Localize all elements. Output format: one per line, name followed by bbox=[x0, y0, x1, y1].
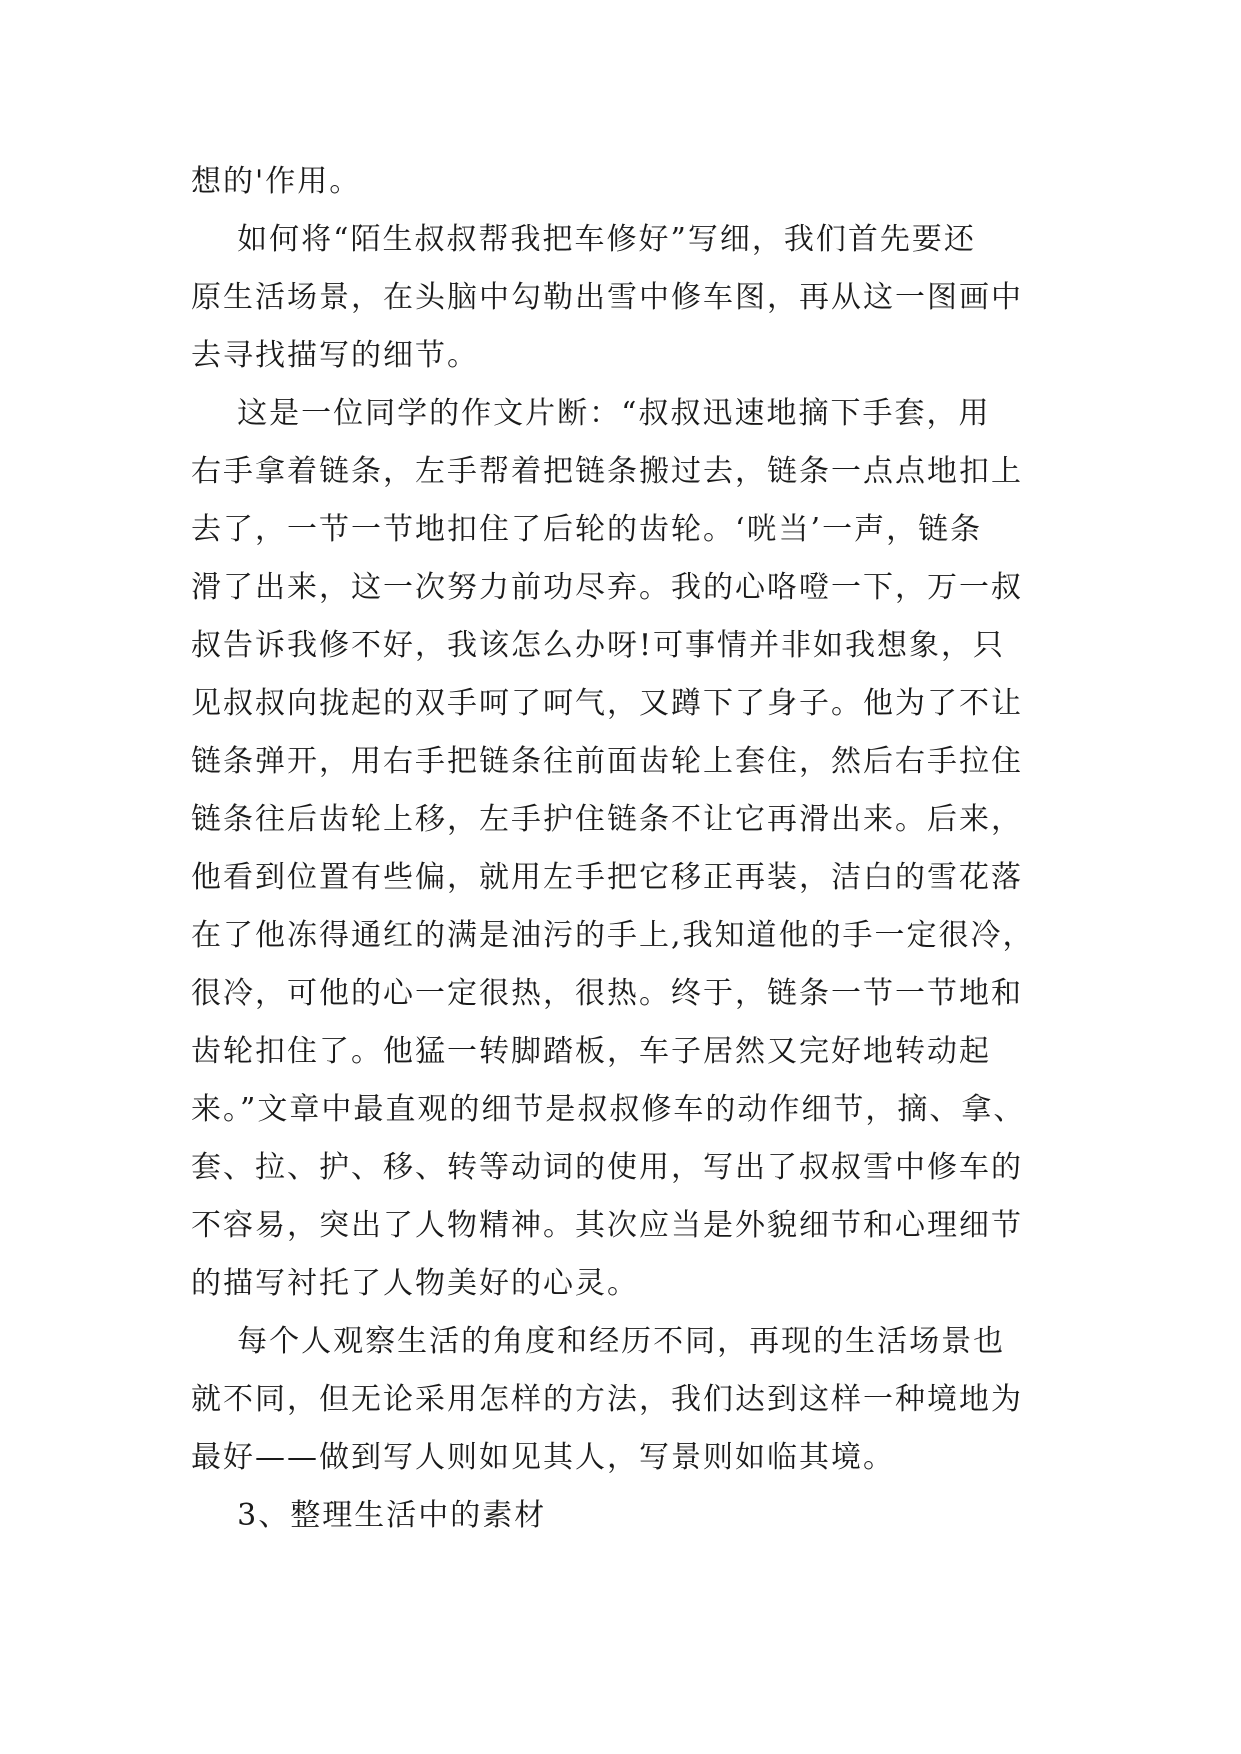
text-line: 如何将“陌生叔叔帮我把车修好”写细，我们首先要还 bbox=[191, 222, 976, 257]
text-line: 去了，一节一节地扣住了后轮的齿轮。‘咣当’一声，链条 bbox=[191, 512, 983, 547]
text-line: 链条往后齿轮上移，左手护住链条不让它再滑出来。后来， bbox=[191, 802, 1023, 837]
text-line: 最好——做到写人则如见其人，写景则如临其境。 bbox=[191, 1440, 895, 1475]
section-heading: 3、整理生活中的素材 bbox=[191, 1498, 547, 1533]
text-line: 想的'作用。 bbox=[191, 164, 362, 199]
text-line: 见叔叔向拢起的双手呵了呵气，又蹲下了身子。他为了不让 bbox=[191, 686, 1023, 721]
body-text bbox=[191, 153, 1051, 1545]
text-line: 很冷，可他的心一定很热，很热。终于，链条一节一节地和 bbox=[191, 976, 1023, 1011]
text-line: 在了他冻得通红的满是油污的手上,我知道他的手一定很冷， bbox=[191, 918, 1035, 953]
text-line: 齿轮扣住了。他猛一转脚踏板，车子居然又完好地转动起 bbox=[191, 1034, 991, 1069]
text-line: 的描写衬托了人物美好的心灵。 bbox=[191, 1266, 639, 1301]
text-line: 套、拉、护、移、转等动词的使用，写出了叔叔雪中修车的 bbox=[191, 1150, 1023, 1185]
text-line: 链条弹开，用右手把链条往前面齿轮上套住，然后右手拉住 bbox=[191, 744, 1023, 779]
text-line: 这是一位同学的作文片断：“叔叔迅速地摘下手套，用 bbox=[191, 396, 991, 431]
text-line: 他看到位置有些偏，就用左手把它移正再装，洁白的雪花落 bbox=[191, 860, 1023, 895]
text-line: 叔告诉我修不好，我该怎么办呀!可事情并非如我想象，只 bbox=[191, 628, 1006, 663]
text-line: 右手拿着链条，左手帮着把链条搬过去，链条一点点地扣上 bbox=[191, 454, 1023, 489]
text-line: 去寻找描写的细节。 bbox=[191, 338, 479, 373]
text-line: 就不同，但无论采用怎样的方法，我们达到这样一种境地为 bbox=[191, 1382, 1023, 1417]
text-line: 来。”文章中最直观的细节是叔叔修车的动作细节，摘、拿、 bbox=[191, 1092, 1026, 1127]
text-line: 原生活场景，在头脑中勾勒出雪中修车图，再从这一图画中 bbox=[191, 280, 1023, 315]
text-line: 每个人观察生活的角度和经历不同，再现的生活场景也 bbox=[191, 1324, 1006, 1359]
text-line: 不容易，突出了人物精神。其次应当是外貌细节和心理细节 bbox=[191, 1208, 1023, 1243]
text-line: 滑了出来，这一次努力前功尽弃。我的心咯噔一下，万一叔 bbox=[191, 570, 1023, 605]
